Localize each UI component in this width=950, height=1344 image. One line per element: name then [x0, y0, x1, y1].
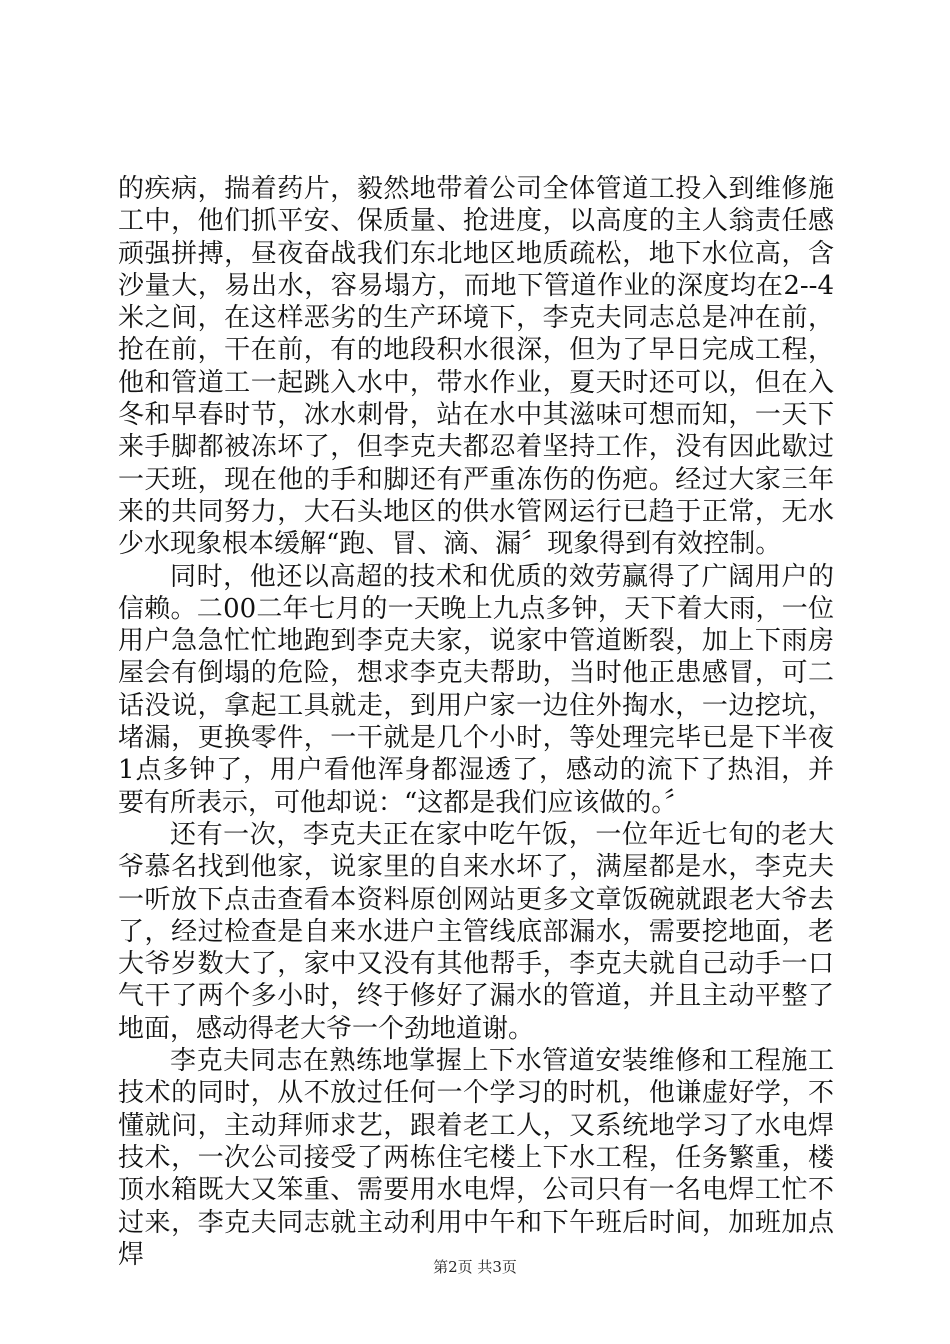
page-number-footer: 第2页 共3页: [433, 1258, 517, 1276]
paragraph-3: 还有一次，李克夫正在家中吃午饭，一位年近七旬的老大爷慕名找到他家，说家里的自来水坏了，满屋都是水，李克夫一听放下点击查看本资料原创网站更多文章饭碗就跟老大爷去了，经过检查是自来水进户主管线底部漏水，需要挖地面，老大爷岁数大了，家中又没有其他帮手，李克夫就自己动手一口气干了两个多小时，终于修好了漏水的管道，并且主动平整了地面，感动得老大爷一个劲地道谢。: [118, 819, 834, 1044]
paragraph-2: 同时，他还以高超的技术和优质的效劳赢得了广阔用户的信赖。二00二年七月的一天晚上九点多钟，天下着大雨，一位用户急急忙忙地跑到李克夫家，说家中管道断裂，加上下雨房屋会有倒塌的危险，想求李克夫帮助，当时他正患感冒，可二话没说，拿起工具就走，到用户家一边住外掏水，一边挖坑，堵漏，更换零件，一干就是几个小时，等处理完毕已是下半夜1点多钟了，用户看他浑身都湿透了，感动的流下了热泪，并要有所表示，可他却说：“这都是我们应该做的。〞: [118, 561, 834, 818]
document-body: [118, 173, 834, 1271]
paragraph-1: 的疾病，揣着药片，毅然地带着公司全体管道工投入到维修施工中，他们抓平安、保质量、抢进度，以高度的主人翁责任感顽强拼搏，昼夜奋战我们东北地区地质疏松，地下水位高，含沙量大，易出水，容易塌方，而地下管道作业的深度均在2--4米之间，在这样恶劣的生产环境下，李克夫同志总是冲在前，抢在前，干在前，有的地段积水很深，但为了早日完成工程，他和管道工一起跳入水中，带水作业，夏天时还可以，但在入冬和早春时节，冰水刺骨，站在水中其滋味可想而知，一天下来手脚都被冻坏了，但李克夫都忍着坚持工作，没有因此歇过一天班，现在他的手和脚还有严重冻伤的伤疤。经过大家三年来的共同努力，大石头地区的供水管网运行已趋于正常，无水少水现象根本缓解“跑、冒、滴、漏〞现象得到有效控制。: [118, 174, 834, 560]
paragraph-4: 李克夫同志在熟练地掌握上下水管道安装维修和工程施工技术的同时，从不放过任何一个学习的时机，他谦虚好学，不懂就问，主动拜师求艺，跟着老工人，又系统地学习了水电焊技术，一次公司接受了两栋住宅楼上下水工程，任务繁重，楼顶水箱既大又笨重、需要用水电焊，公司只有一名电焊工忙不过来，李克夫同志就主动利用中午和下午班后时间，加班加点焊: [118, 1046, 834, 1270]
